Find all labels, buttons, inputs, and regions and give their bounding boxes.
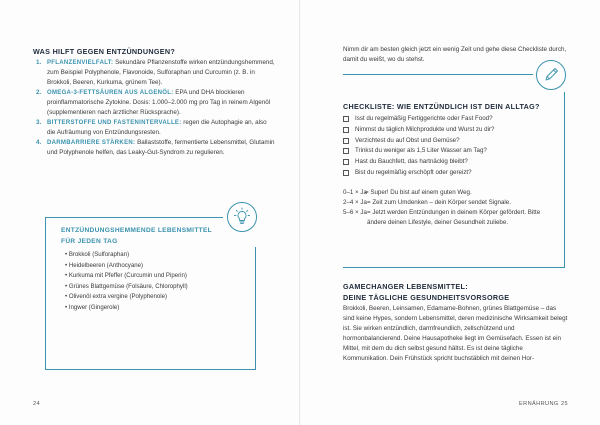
item-lead: DARMBARRIERE STÄRKEN: bbox=[47, 140, 136, 146]
gamechanger-title: GAMECHANGER LEBENSMITTEL: DEINE TÄGLICHE GESUNDHEITSVORSORGE bbox=[343, 282, 510, 302]
rating-row: 0–1 × Ja = Super! Du bist auf einem guten Weg. bbox=[343, 189, 472, 196]
box-title: ENTZÜNDUNGSHEMMENDE LEBENSMITTEL FÜR JEDEN TAG bbox=[61, 227, 212, 245]
pencil-icon bbox=[536, 60, 566, 90]
section-heading: WAS HILFT GEGEN ENTZÜNDUNGEN? bbox=[33, 47, 176, 56]
item-number: 4. bbox=[36, 139, 42, 146]
list-item: • Olivenöl extra vergine (Polyphenole) bbox=[65, 292, 188, 303]
item-text: EPA und DHA blockieren proinflammatorische Zytokine. Dosis: 1.000–2.000 mg pro Tag in reinem Algenöl (supplementieren nach ärztlicher Rücksprache). bbox=[47, 89, 271, 116]
checkbox[interactable] bbox=[343, 138, 349, 144]
list-item bbox=[36, 138, 276, 158]
rating-row: 5–6 × Ja = Jetzt werden Entzündungen in deinem Körper gefördert. Bitte ändere deinen Lifestyle, deiner Gesundheit zuliebe. bbox=[343, 209, 541, 226]
page-number: 25 bbox=[561, 401, 569, 407]
checklist-box bbox=[343, 74, 565, 268]
food-list bbox=[65, 250, 188, 313]
list-item: • Ingwer (Gingerole) bbox=[65, 303, 188, 314]
list-item bbox=[36, 58, 276, 88]
checkbox[interactable] bbox=[343, 148, 349, 154]
remedy-list bbox=[36, 58, 276, 158]
gamechanger-body: Brokkoli, Beeren, Leinsamen, Edamame-Bohnen, grünes Blattgemüse – das sind keine Hypes, sondern Lebensmittel, deren medizinische Wirksamkeit belegt ist. Sie wirken entzündlich, darmfreundlich, zellschützend und hormonbalancierend. Deine Hausapotheke liegt im Gemüsefach. Essen ist ein Mittel, mit dem du dich selbst gesund hältst. Es ist deine tägliche Kommunikation. Dein Frühstück spricht buchstäblich mit deinen Hor- bbox=[343, 305, 568, 362]
item-lead: OMEGA-3-FETTSÄUREN AUS ALGENÖL: bbox=[47, 90, 174, 96]
checklist-item[interactable]: Isst du regelmäßig Fertiggerichte oder Fast Food? bbox=[343, 114, 495, 125]
item-number: 2. bbox=[36, 89, 42, 96]
checkbox[interactable] bbox=[343, 127, 349, 133]
food-box bbox=[45, 217, 256, 370]
checklist-item[interactable]: Hast du Bauchfett, das hartnäckig bleibt? bbox=[343, 157, 495, 168]
item-lead: BITTERSTOFFE UND FASTENINTERVALLE: bbox=[47, 120, 182, 126]
checkbox[interactable] bbox=[343, 170, 349, 176]
checkbox[interactable] bbox=[343, 159, 349, 165]
checklist-item[interactable]: Trinkst du weniger als 1,5 Liter Wasser am Tag? bbox=[343, 146, 495, 157]
rating-scale bbox=[343, 188, 543, 228]
item-number: 3. bbox=[36, 119, 42, 126]
checklist-title: CHECKLISTE: WIE ENTZÜNDLICH IST DEIN ALLTAG? bbox=[343, 102, 540, 111]
checkbox[interactable] bbox=[343, 116, 349, 122]
list-item: • Heidelbeeren (Anthocyane) bbox=[65, 261, 188, 272]
list-item bbox=[36, 88, 276, 118]
checklist-item[interactable]: Nimmst du täglich Milchprodukte und Wurst zu dir? bbox=[343, 125, 495, 136]
rating-row: 2–4 × Ja = Zeit zum Umdenken – dein Körper sendet Signale. bbox=[343, 199, 511, 206]
list-item: • Kurkuma mit Pfeffer (Curcumin und Piperin) bbox=[65, 271, 188, 282]
checklist-item[interactable]: Verzichtest du auf Obst und Gemüse? bbox=[343, 136, 495, 147]
list-item: • Brokkoli (Sulforaphan) bbox=[65, 250, 188, 261]
list-item: • Grünes Blattgemüse (Folsäure, Chlorophyll) bbox=[65, 282, 188, 293]
page-number: 24 bbox=[33, 401, 41, 407]
item-lead: PFLANZENVIELFALT: bbox=[47, 60, 114, 66]
item-text: regen die Autophagie an, also die Aufräumung von Entzündungsresten. bbox=[47, 119, 267, 136]
checklist-item[interactable]: Bist du regelmäßig erschöpft oder gereizt? bbox=[343, 168, 495, 179]
item-number: 1. bbox=[36, 59, 42, 66]
running-head: ERNÄHRUNG bbox=[519, 401, 559, 407]
intro-text: Nimm dir am besten gleich jetzt ein wenig Zeit und gehe diese Checkliste durch, damit du weißt, wo du stehst. bbox=[343, 46, 567, 63]
list-item bbox=[36, 118, 276, 138]
lightbulb-icon bbox=[227, 202, 257, 232]
item-text: Sekundäre Pflanzenstoffe wirken entzündungshemmend, zum Beispiel Polyphenole, Flavonoide, Sulforaphan und Curcumin (z. B. in Brokkoli, Beeren, Kurkuma, grünem Tee). bbox=[47, 59, 275, 86]
checklist bbox=[343, 114, 495, 179]
item-text: Ballaststoffe, fermentierte Lebensmittel, Glutamin und Polyphenole helfen, das Leaky-Gut-Syndrom zu regulieren. bbox=[47, 139, 275, 156]
